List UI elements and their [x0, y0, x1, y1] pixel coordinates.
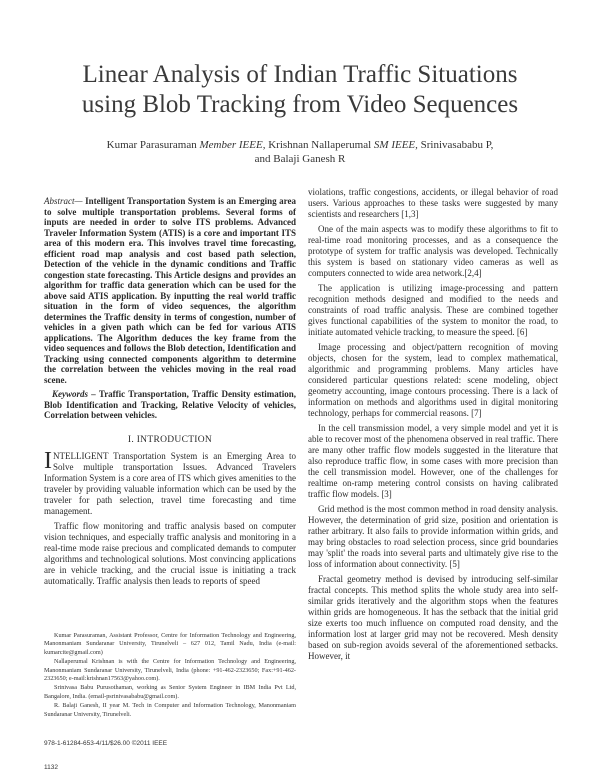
keywords: [44, 389, 296, 421]
right-paragraph-5: In the cell transmission model, a very simple model and yet it is able to recover most of the phenomena observed in real traffic. There are many other traffic flow models suggested in the literature that also reproduce traffic flow, in some cases with more precision than the cell transmission model. However, one of the challenges for realtime on-ramp metering control consists on having calibrated traffic flow models. [3]: [308, 423, 558, 499]
right-paragraph-7: Fractal geometry method is devised by introducing self-similar fractal concepts. This method splits the whole study area into self-similar grids iteratively and the algorithm stops when the features within grids are homogeneous. It has the setback that the initial grid size exerts too much influence on computed road density, and the information lost at larger grid may not be recovered. Mesh density based on sub-region avoids several of the aforementioned setbacks. However, it: [308, 574, 558, 661]
intro-paragraph-1: INTELLIGENT Transportation System is an Emerging Area to Solve multiple transportation Issues. Advanced Travelers Information System is a core area of ITS which gives amenities to the traveler by providing valuable information which can be used by the traveler for path selection, travel time forecasting and time management.: [44, 447, 296, 516]
page-number: 1132: [44, 764, 58, 771]
footnote-3: Srinivasa Babu Purusothaman, working as Senior System Engineer in IBM India Pvt Ltd, Bangalore, India. (email-psrinivasababu@gmail.com).: [44, 684, 296, 700]
author-footnotes: [44, 632, 296, 720]
section-heading-introduction: I. INTRODUCTION: [127, 434, 213, 445]
footnote-4: R. Balaji Ganesh, II year M. Tech in Computer and Information Technology, Manonmaniam Sundaranar University, Tirunelveli.: [44, 702, 296, 718]
author-line-1: [40, 138, 560, 152]
right-paragraph-6: Grid method is the most common method in road density analysis. However, the determination of grid size, position and orientation is rather arbitrary. It also fails to provide information within grids, and may bring obstacles to road selection process, since grid boundaries may 'split' the roads into several parts and ultimately give rise to the loss of information about connectivity. [5]: [308, 504, 558, 569]
abstract-lead: Abstract—: [44, 196, 83, 206]
title-line-1: Linear Analysis of Indian Traffic Situations: [82, 61, 518, 88]
isbn-copyright: 978-1-61284-653-4/11/$26.00 ©2011 IEEE: [44, 740, 168, 747]
author-3-name: Srinivasababu P,: [417, 139, 494, 151]
right-paragraph-2: One of the main aspects was to modify these algorithms to fit to real-time road monitoring processes, and as a consequence the prototype of system for traffic analysis was developed. Technically this system is based on stationary video cameras as well as computers connected to wide area network.[2,4]: [308, 224, 558, 278]
left-column: [44, 196, 296, 591]
keywords-text: Traffic Transportation, Traffic Density estimation, Blob Identification and Tracking, Relative Velocity of vehicles, Correlation between vehicles.: [44, 389, 297, 420]
author-2-name: Krishnan Nallaperumal: [265, 139, 374, 151]
title-line-2: using Blob Tracking from Video Sequences: [81, 91, 519, 118]
author-list: [40, 138, 560, 166]
right-column: [308, 187, 558, 666]
keywords-lead: Keywords –: [52, 389, 96, 399]
author-1-name: Kumar Parasuraman: [106, 139, 200, 151]
intro-paragraph-2: Traffic flow monitoring and traffic analysis based on computer vision techniques, and especially traffic analysis and monitoring in a real-time mode raise precious and complicated demands to computer algorithms and technological solutions. Most convincing applications are in vehicle tracking, and the crucial issue is initiating a track automatically. Traffic analysis then leads to reports of speed: [44, 520, 296, 586]
footnote-2: Nallaperumal Krishnan is with the Centre for Information Technology and Engineering, Manonmaniam Sundaranar University, Tirunelveli, India (phone: +91-462-2323650; Fax:+91-462-2323650; e-mail:krishnan17563@yahoo.com).: [44, 658, 296, 683]
author-2-grade: SM IEEE,: [373, 139, 418, 151]
author-line-2: and Balaji Ganesh R: [254, 153, 346, 165]
abstract: [44, 196, 296, 385]
footnote-1: Kumar Parasuraman, Assistant Professor, Centre for Information Technology and Engineering, Manonmaniam Sundaranar University, Tirunelveli – 627 012, Tamil Nadu, India (e-mail: kumarcite@gmail.com): [44, 632, 296, 656]
right-paragraph-3: The application is utilizing image-processing and pattern recognition methods designed and modified to the needs and constraints of road traffic analysis. These are combined together gives functional capabilities of the system to monitor the road, to initiate automated vehicle tracking, to measure the speed. [6]: [308, 283, 558, 337]
right-paragraph-1: violations, traffic congestions, accidents, or illegal behavior of road users. Various approaches to these tasks were suggested by many scientists and researchers [1,3]: [308, 187, 558, 219]
abstract-text: Intelligent Transportation System is an Emerging area to solve multiple transportation problems. Several forms of inputs are needed in order to solve ITS problems. Advanced Traveler Information System (ATIS) is a core and important ITS area of this modern era. This involves travel time forecasting, efficient road map analysis and cost based path selection, Detection of the vehicle in the dynamic conditions and Traffic congestion state forecasting. This Article designs and provides an algorithm for traffic data generation which can be used for the above said ATIS application. By inputting the real world traffic situation in the form of video sequences, the algorithm determines the Traffic density in terms of congestion, number of vehicles in a given path which can be fed for various ATIS applications. The Algorithm deduces the key frame from the video sequences and follows the Blob detection, Identification and Tracking using connected components algorithm to determine the correlation between the vehicles moving in the real road scene.: [44, 196, 296, 385]
right-paragraph-4: Image processing and object/pattern recognition of moving objects, chosen for the system, lead to complex mathematical, algorithmic and programming problems. Many articles have considered particular questions related: scene modeling, object geometry accounting, image contours processing. There is a lack of information on methods and algorithms used in digital monitoring technology, perhaps for commercial reasons. [7]: [308, 342, 558, 418]
author-1-grade: Member IEEE,: [199, 139, 266, 151]
paper-title: [40, 60, 560, 120]
